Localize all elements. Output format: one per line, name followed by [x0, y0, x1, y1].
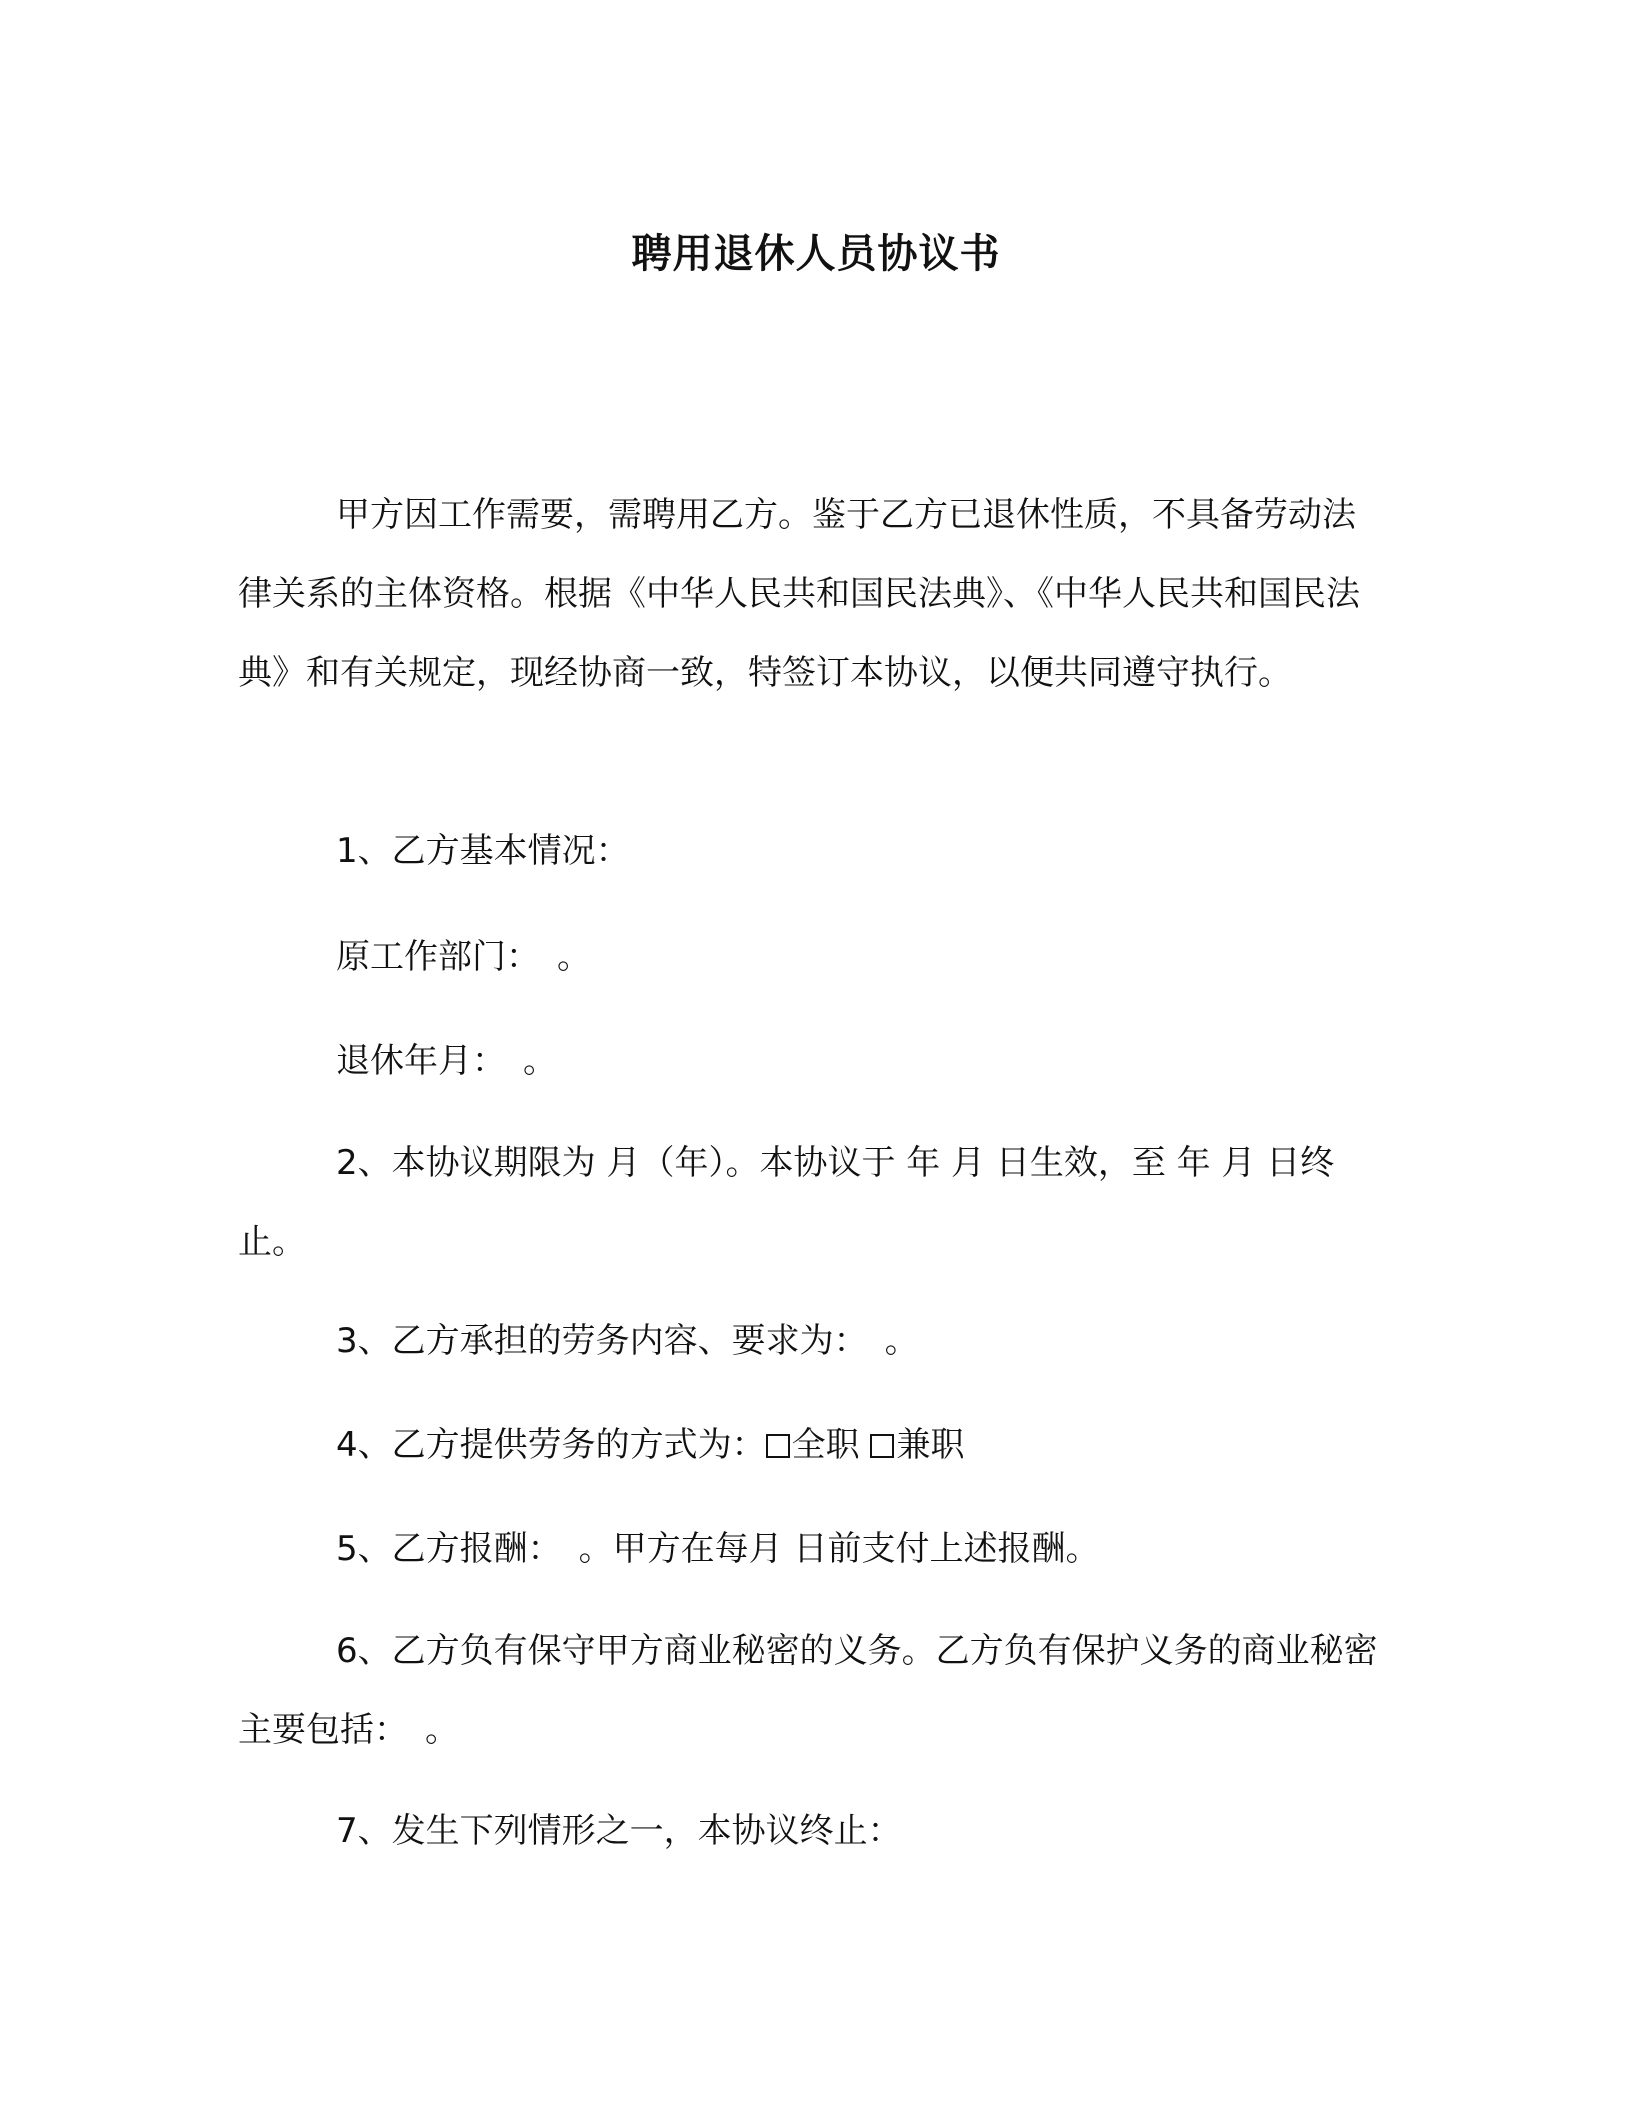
clause-1-original-department: 原工作部门： 。	[336, 937, 591, 977]
clause-2-term: 2、本协议期限为 月（年）。本协议于 年 月 日生效，至 年 月 日终止。	[238, 1143, 1335, 1262]
clause-7-termination: 7、发生下列情形之一，本协议终止：	[336, 1811, 902, 1851]
intro-paragraph: 甲方因工作需要，需聘用乙方。鉴于乙方已退休性质，不具备劳动法律关系的主体资格。根据《中华人民共和国民法典》、《中华人民共和国民法典》和有关规定，现经协商一致，特签订本协议，以便共同遵守执行。	[238, 495, 1360, 693]
clause-5-remuneration: 5、乙方报酬： 。甲方在每月 日前支付上述报酬。	[336, 1529, 1100, 1569]
clause-1-heading: 1、乙方基本情况：	[336, 831, 630, 871]
clause-4-service-mode	[238, 1406, 1378, 1485]
clause-1-retirement-date: 退休年月： 。	[336, 1041, 557, 1081]
parttime-label: 兼职	[896, 1425, 965, 1465]
clause-3-service-content: 3、乙方承担的劳务内容、要求为： 。	[336, 1321, 919, 1361]
fulltime-label: 全职	[791, 1425, 860, 1465]
parttime-checkbox[interactable]	[870, 1434, 894, 1458]
fulltime-checkbox[interactable]	[766, 1434, 790, 1458]
clause-4-label: 4、乙方提供劳务的方式为：	[336, 1425, 766, 1465]
clause-6-confidentiality: 6、乙方负有保守甲方商业秘密的义务。乙方负有保护义务的商业秘密主要包括： 。	[238, 1631, 1378, 1750]
document-title: 聘用退休人员协议书	[631, 231, 1001, 277]
